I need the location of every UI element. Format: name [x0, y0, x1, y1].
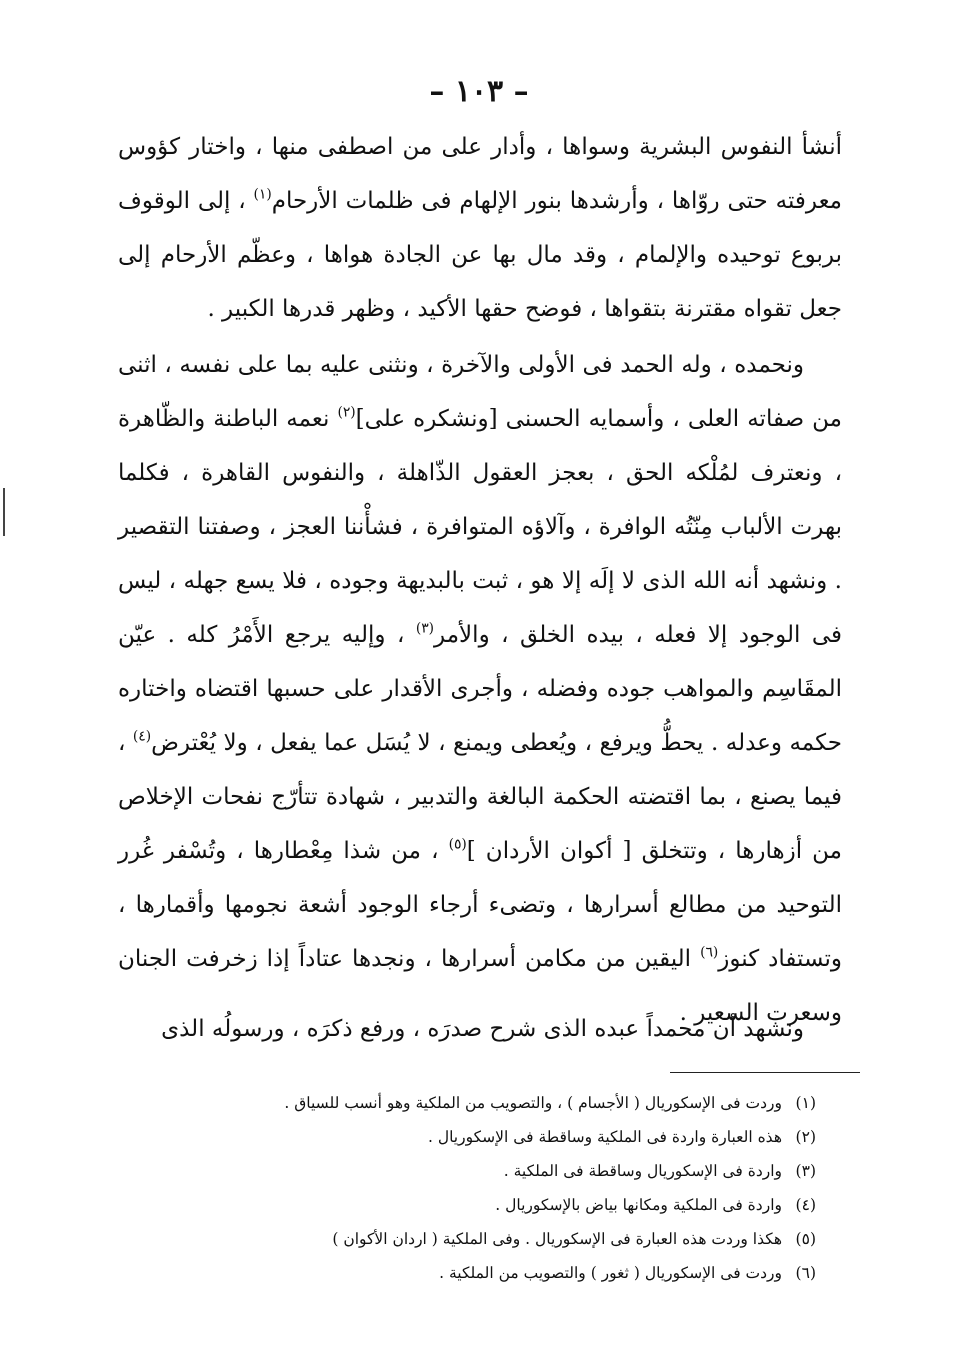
footnote-text: واردة فى الملكية ومكانها بياض بالإسكوريال . — [495, 1196, 782, 1214]
text-segment: أنشأ النفوس البشرية وسواها ، وأدار على من اصطفى منها ، واختار كؤوس معرفته حتى روّاها ، وأرشدها بنور الإلهام فى ظلمات الأرحام — [118, 134, 842, 214]
footnote-number: (٤) — [795, 1196, 816, 1214]
text-segment: ونشهد أن محمداً عبده الذى شرح صدرَه ، ورفع ذكرَه ، ورسولُه الذى — [161, 1016, 804, 1042]
footnote-ref-5: (٥) — [448, 836, 467, 853]
footnote-ref-2: (٢) — [337, 404, 356, 421]
text-segment: ، وإليه يرجع الأَمْرُ كله . عيّن المقَاسِم والمواهب جوده وفضله ، وأجرى الأقدار على حسبها اقتضاه واختاره حكمه وعدله . يحطُّ ويرفع ، ويُعطى ويمنع ، لا يُسَل عما يفعل ، ولا يُعْترض — [118, 622, 843, 756]
footnotes — [240, 1086, 816, 1290]
text-segment: ، إلى الوقوف بربوع توحيده والإلمام ، وقد مال بها عن الجادة هواها ، وعظّم الأرحام إلى جعل تقواه مقترنة بتقواها ، فوضح حقها الأكيد ، وظهر قدرها الكبير . — [118, 188, 842, 322]
footnote-number: (١) — [795, 1094, 816, 1112]
text-segment: ، من شذا مِعْطارها ، وتُسْفر غُرر التوحيد من مطالع أسرارها ، وتضىء أرجاء الوجود أشعة نجومها وأقمارها ، وتستفاد كنوز — [118, 838, 842, 972]
footnote-text: واردة فى الإسكوريال وساقطة فى الملكية . — [503, 1162, 782, 1180]
footnote-5 — [240, 1222, 816, 1256]
footnote-6 — [240, 1256, 816, 1290]
footnote-4 — [240, 1188, 816, 1222]
footnote-ref-6: (٦) — [700, 944, 719, 961]
footnote-ref-4: (٤) — [132, 728, 152, 745]
body-paragraph-1 — [118, 120, 842, 336]
margin-mark — [3, 488, 5, 536]
footnote-1 — [240, 1086, 816, 1120]
text-segment: ، فيما يصنع ، بما اقتضته الحكمة البالغة والتدبير ، شهادة تتأرّج نفحات الإخلاص من أزهارها ، وتتخلق [ أكوان الأردان ] — [118, 730, 842, 864]
paragraph-1-text — [118, 120, 842, 336]
footnote-number: (٢) — [795, 1128, 816, 1146]
paragraph-2-text — [118, 338, 842, 1040]
body-paragraph-3 — [118, 1002, 842, 1056]
footnote-ref-3: (٣) — [415, 620, 435, 637]
footnote-number: (٦) — [795, 1264, 816, 1282]
footnote-3 — [240, 1154, 816, 1188]
text-segment: ونحمده ، وله الحمد فى الأولى والآخرة ، ونثنى عليه بما على نفسه ، اثنى من صفاته العلى ، وأسمايه الحسنى [ونشكره على] — [118, 352, 842, 432]
footnote-text: هذه العبارة واردة فى الملكية وساقطة فى الإسكوريال . — [427, 1128, 782, 1146]
footnote-ref-1: (١) — [253, 186, 272, 203]
footnote-divider — [670, 1072, 860, 1073]
text-segment: اليقين من مكامن أسرارها ، ونجدها عتاداً إذا زخرفت الجنان وسعرت السعير . — [118, 946, 842, 1026]
body-paragraph-2 — [118, 338, 842, 1040]
footnote-text: وردت فى الإسكوريال ( الأجسام ) ، والتصويب من الملكية وهو أنسب للسياق . — [284, 1094, 782, 1112]
text-segment: نعمه الباطنة والظّاهرة ، ونعترف لمُلْكه الحق ، بعجز العقول الذّاهلة ، والنفوس القاهرة ، فكلما بهرت الألباب مِنّتُه الوافرة ، وآلاؤه المتوافرة ، فشأْننا العجز ، وصفتنا التقصير . ونشهد أنه الله الذى لا إلَه إلا هو ، ثبت بالبديهة وجوده ، فلا يسع جهله ، ليس فى الوجود إلا فعله ، بيده الخلق ، والأمر — [118, 406, 842, 648]
footnote-2 — [240, 1120, 816, 1154]
footnote-number: (٣) — [795, 1162, 816, 1180]
footnote-number: (٥) — [795, 1230, 816, 1248]
paragraph-3-text — [118, 1002, 842, 1056]
footnote-text: وردت فى الإسكوريال ( ثغور ) والتصويب من الملكية . — [439, 1264, 782, 1282]
page-number: – ١٠٣ – — [429, 74, 529, 109]
footnote-text: هكذا وردت هذه العبارة فى الإسكوريال . وفى الملكية ( اردان الأكوان ) — [332, 1230, 782, 1248]
